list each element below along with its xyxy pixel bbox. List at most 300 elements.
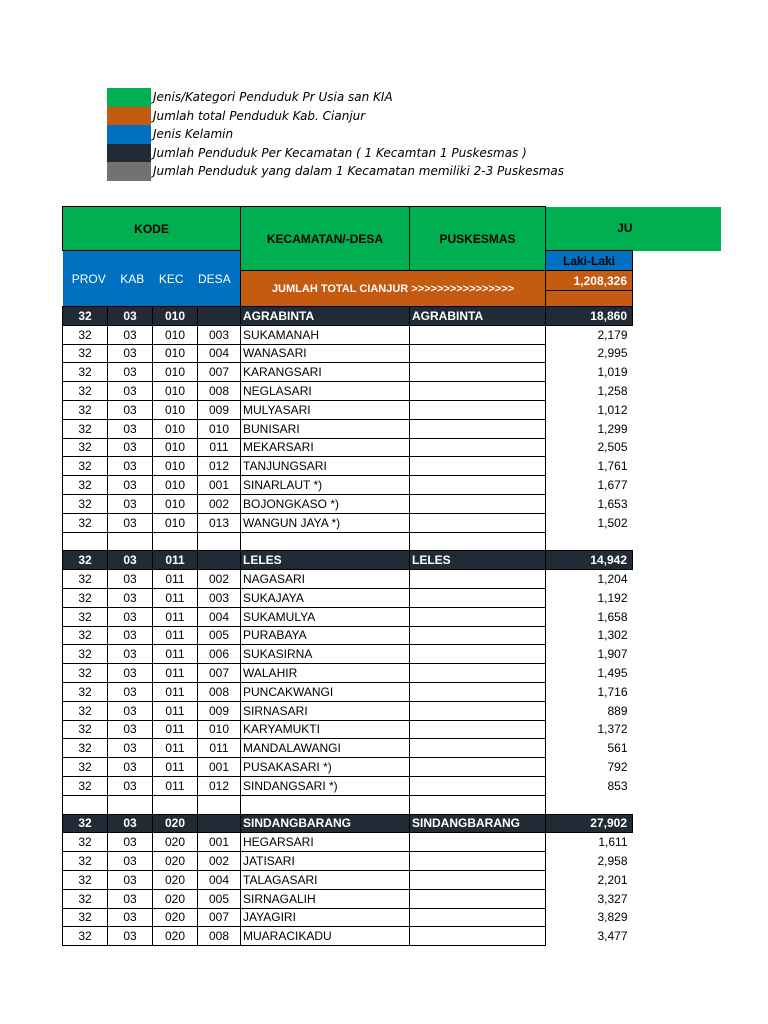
desa-cell: 011 <box>198 438 241 457</box>
desa-row <box>63 758 721 777</box>
kec-cell: 010 <box>153 325 198 344</box>
blank-cell <box>198 795 241 814</box>
desa-name: SIRNASARI <box>241 701 410 720</box>
kec-cell: 011 <box>153 701 198 720</box>
desa-cell: 002 <box>198 852 241 871</box>
kab-cell: 03 <box>108 870 153 889</box>
jumlah-total-value: 1,208,326 <box>546 271 633 291</box>
desa-cell: 002 <box>198 494 241 513</box>
desa-name: TALAGASARI <box>241 870 410 889</box>
kec-cell: 011 <box>153 626 198 645</box>
desa-name: SUKAJAYA <box>241 588 410 607</box>
puskesmas-cell <box>410 325 546 344</box>
laki-laki-value: 853 <box>546 776 633 795</box>
kec-cell: 011 <box>153 570 198 589</box>
legend-item <box>107 144 564 163</box>
laki-laki-value: 1,192 <box>546 588 633 607</box>
kec-cell: 011 <box>153 758 198 777</box>
jumlah-total-label: JUMLAH TOTAL CIANJUR >>>>>>>>>>>>>>>> <box>241 271 546 307</box>
prov-cell: 32 <box>63 513 108 532</box>
puskesmas-name: AGRABINTA <box>410 307 546 326</box>
desa-cell: 004 <box>198 344 241 363</box>
desa-cell: 013 <box>198 513 241 532</box>
jumlah-header: JU <box>546 207 633 251</box>
kab-cell: 03 <box>108 626 153 645</box>
laki-laki-value: 2,179 <box>546 325 633 344</box>
desa-cell: 001 <box>198 758 241 777</box>
desa-name: PURABAYA <box>241 626 410 645</box>
kab-cell: 03 <box>108 570 153 589</box>
desa-cell: 001 <box>198 476 241 495</box>
desa-row <box>63 382 721 401</box>
desa-cell: 011 <box>198 739 241 758</box>
kec-cell: 020 <box>153 870 198 889</box>
kab-cell: 03 <box>108 889 153 908</box>
laki-laki-value: 1,019 <box>546 363 633 382</box>
laki-laki-value: 3,829 <box>546 908 633 927</box>
population-table <box>62 206 721 946</box>
kec-cell: 020 <box>153 852 198 871</box>
blank-cell <box>63 532 108 551</box>
blank-cell <box>241 795 410 814</box>
kecamatan-name: AGRABINTA <box>241 307 410 326</box>
desa-name: SUKASIRNA <box>241 645 410 664</box>
desa-cell: 010 <box>198 419 241 438</box>
desa-row <box>63 344 721 363</box>
puskesmas-cell <box>410 570 546 589</box>
puskesmas-cell <box>410 776 546 795</box>
desa-row <box>63 438 721 457</box>
desa-name: BOJONGKASO *) <box>241 494 410 513</box>
kab-cell: 03 <box>108 664 153 683</box>
prov-cell: 32 <box>63 927 108 946</box>
kecamatan-row <box>63 814 721 833</box>
kode-header: KODE <box>63 207 241 251</box>
kecamatan-desa-header: KECAMATAN/-DESA <box>241 207 410 271</box>
kec-cell: 011 <box>153 682 198 701</box>
laki-laki-value: 14,942 <box>546 551 633 570</box>
desa-name: PUSAKASARI *) <box>241 758 410 777</box>
blank-cell <box>410 795 546 814</box>
prov-cell: 32 <box>63 776 108 795</box>
laki-laki-value: 1,204 <box>546 570 633 589</box>
kab-cell: 03 <box>108 363 153 382</box>
prov-cell: 32 <box>63 438 108 457</box>
kec-cell: 010 <box>153 476 198 495</box>
prov-header: PROV <box>71 271 106 286</box>
kab-cell: 03 <box>108 739 153 758</box>
laki-laki-value: 561 <box>546 739 633 758</box>
laki-laki-value: 1,653 <box>546 494 633 513</box>
prov-cell: 32 <box>63 739 108 758</box>
desa-cell: 001 <box>198 833 241 852</box>
desa-row <box>63 400 721 419</box>
laki-laki-value: 1,372 <box>546 720 633 739</box>
desa-cell: 003 <box>198 325 241 344</box>
desa-cell: 008 <box>198 927 241 946</box>
kab-header: KAB <box>120 271 145 286</box>
legend-swatch <box>107 88 151 107</box>
blank-cell <box>153 795 198 814</box>
desa-row <box>63 645 721 664</box>
puskesmas-cell <box>410 889 546 908</box>
puskesmas-cell <box>410 382 546 401</box>
puskesmas-cell <box>410 513 546 532</box>
kec-cell: 010 <box>153 382 198 401</box>
kec-cell: 011 <box>153 588 198 607</box>
desa-name: SIRNAGALIH <box>241 889 410 908</box>
kab-cell: 03 <box>108 307 153 326</box>
desa-name: JATISARI <box>241 852 410 871</box>
desa-name: SINARLAUT *) <box>241 476 410 495</box>
kab-cell: 03 <box>108 551 153 570</box>
desa-cell: 009 <box>198 400 241 419</box>
laki-laki-value: 3,477 <box>546 927 633 946</box>
desa-name: WALAHIR <box>241 664 410 683</box>
kab-cell: 03 <box>108 494 153 513</box>
kec-cell: 010 <box>153 344 198 363</box>
prov-cell: 32 <box>63 494 108 513</box>
blank-cell <box>546 532 633 551</box>
prov-cell: 32 <box>63 325 108 344</box>
kecamatan-row <box>63 307 721 326</box>
legend-swatch <box>107 162 151 181</box>
laki-laki-value: 889 <box>546 701 633 720</box>
legend-swatch <box>107 125 151 144</box>
laki-laki-value: 792 <box>546 758 633 777</box>
laki-laki-value: 1,716 <box>546 682 633 701</box>
kec-cell: 010 <box>153 457 198 476</box>
legend-label: Jenis Kelamin <box>153 127 234 142</box>
puskesmas-cell <box>410 476 546 495</box>
desa-cell: 010 <box>198 720 241 739</box>
kec-cell: 011 <box>153 664 198 683</box>
kecamatan-name: SINDANGBARANG <box>241 814 410 833</box>
desa-row <box>63 870 721 889</box>
puskesmas-cell <box>410 833 546 852</box>
kab-cell: 03 <box>108 927 153 946</box>
desa-name: TANJUNGSARI <box>241 457 410 476</box>
laki-laki-header: Laki-Laki <box>546 251 633 271</box>
kec-cell: 010 <box>153 494 198 513</box>
desa-cell: 006 <box>198 645 241 664</box>
desa-cell <box>198 814 241 833</box>
laki-laki-value: 2,995 <box>546 344 633 363</box>
desa-name: SUKAMULYA <box>241 607 410 626</box>
prov-cell: 32 <box>63 607 108 626</box>
kab-cell: 03 <box>108 776 153 795</box>
puskesmas-cell <box>410 739 546 758</box>
puskesmas-cell <box>410 344 546 363</box>
prov-cell: 32 <box>63 570 108 589</box>
desa-row <box>63 776 721 795</box>
puskesmas-cell <box>410 607 546 626</box>
laki-laki-value: 1,302 <box>546 626 633 645</box>
kab-cell: 03 <box>108 607 153 626</box>
desa-name: JAYAGIRI <box>241 908 410 927</box>
desa-row <box>63 476 721 495</box>
kec-cell: 020 <box>153 814 198 833</box>
blank-cell <box>546 795 633 814</box>
prov-cell: 32 <box>63 720 108 739</box>
prov-cell: 32 <box>63 344 108 363</box>
desa-name: MULYASARI <box>241 400 410 419</box>
prov-cell: 32 <box>63 814 108 833</box>
kab-cell: 03 <box>108 682 153 701</box>
prov-cell: 32 <box>63 645 108 664</box>
desa-header: DESA <box>198 271 231 286</box>
prov-cell: 32 <box>63 870 108 889</box>
kab-cell: 03 <box>108 513 153 532</box>
desa-name: NAGASARI <box>241 570 410 589</box>
kab-cell: 03 <box>108 400 153 419</box>
desa-cell: 004 <box>198 870 241 889</box>
prov-cell: 32 <box>63 551 108 570</box>
kec-header: KEC <box>158 271 184 286</box>
desa-row <box>63 682 721 701</box>
kab-cell: 03 <box>108 701 153 720</box>
desa-cell: 004 <box>198 607 241 626</box>
laki-laki-value: 1,677 <box>546 476 633 495</box>
desa-name: KARYAMUKTI <box>241 720 410 739</box>
desa-cell: 012 <box>198 776 241 795</box>
prov-cell: 32 <box>63 382 108 401</box>
kec-cell: 010 <box>153 513 198 532</box>
desa-cell: 002 <box>198 570 241 589</box>
prov-cell: 32 <box>63 682 108 701</box>
desa-row <box>63 457 721 476</box>
desa-row <box>63 664 721 683</box>
kec-cell: 010 <box>153 419 198 438</box>
desa-cell <box>198 307 241 326</box>
kab-cell: 03 <box>108 852 153 871</box>
desa-row <box>63 513 721 532</box>
desa-name: NEGLASARI <box>241 382 410 401</box>
laki-laki-value: 1,502 <box>546 513 633 532</box>
laki-laki-value: 1,611 <box>546 833 633 852</box>
puskesmas-cell <box>410 588 546 607</box>
puskesmas-cell <box>410 363 546 382</box>
desa-name: MUARACIKADU <box>241 927 410 946</box>
legend-item <box>107 107 564 126</box>
desa-name: MEKARSARI <box>241 438 410 457</box>
kab-cell: 03 <box>108 908 153 927</box>
puskesmas-cell <box>410 438 546 457</box>
puskesmas-name: SINDANGBARANG <box>410 814 546 833</box>
desa-row <box>63 363 721 382</box>
kab-cell: 03 <box>108 419 153 438</box>
legend-label: Jumlah Penduduk yang dalam 1 Kecamatan memiliki 2-3 Puskesmas <box>153 164 565 179</box>
desa-cell <box>198 551 241 570</box>
blank-cell <box>241 532 410 551</box>
legend-swatch <box>107 107 151 126</box>
desa-row <box>63 720 721 739</box>
desa-name: KARANGSARI <box>241 363 410 382</box>
prov-cell: 32 <box>63 307 108 326</box>
desa-cell: 003 <box>198 588 241 607</box>
kab-cell: 03 <box>108 382 153 401</box>
prov-cell: 32 <box>63 833 108 852</box>
kec-cell: 011 <box>153 776 198 795</box>
kec-cell: 011 <box>153 645 198 664</box>
desa-row <box>63 419 721 438</box>
desa-cell: 008 <box>198 682 241 701</box>
desa-cell: 005 <box>198 626 241 645</box>
desa-cell: 007 <box>198 908 241 927</box>
jumlah-total-spacer <box>546 291 633 307</box>
desa-row <box>63 325 721 344</box>
kab-cell: 03 <box>108 325 153 344</box>
desa-row <box>63 927 721 946</box>
desa-cell: 005 <box>198 889 241 908</box>
kecamatan-row <box>63 551 721 570</box>
puskesmas-cell <box>410 852 546 871</box>
desa-name: SINDANGSARI *) <box>241 776 410 795</box>
kec-cell: 011 <box>153 720 198 739</box>
legend-item <box>107 88 564 107</box>
puskesmas-cell <box>410 758 546 777</box>
kab-cell: 03 <box>108 457 153 476</box>
kab-cell: 03 <box>108 476 153 495</box>
desa-row <box>63 626 721 645</box>
prov-cell: 32 <box>63 852 108 871</box>
desa-row <box>63 889 721 908</box>
puskesmas-cell <box>410 682 546 701</box>
laki-laki-value: 1,907 <box>546 645 633 664</box>
blank-cell <box>198 532 241 551</box>
kec-cell: 011 <box>153 551 198 570</box>
puskesmas-cell <box>410 626 546 645</box>
prov-cell: 32 <box>63 758 108 777</box>
laki-laki-value: 1,012 <box>546 400 633 419</box>
blank-row <box>63 795 721 814</box>
kec-cell: 010 <box>153 438 198 457</box>
prov-cell: 32 <box>63 889 108 908</box>
desa-row <box>63 494 721 513</box>
puskesmas-header: PUSKESMAS <box>410 207 546 271</box>
legend-item <box>107 125 564 144</box>
prov-cell: 32 <box>63 588 108 607</box>
desa-row <box>63 588 721 607</box>
kode-subheader <box>63 251 241 307</box>
puskesmas-cell <box>410 908 546 927</box>
desa-cell: 009 <box>198 701 241 720</box>
puskesmas-cell <box>410 870 546 889</box>
desa-cell: 007 <box>198 363 241 382</box>
laki-laki-value: 1,258 <box>546 382 633 401</box>
desa-row <box>63 570 721 589</box>
puskesmas-cell <box>410 720 546 739</box>
legend-label: Jenis/Kategori Penduduk Pr Usia san KIA <box>153 90 393 105</box>
laki-laki-value: 2,201 <box>546 870 633 889</box>
kec-cell: 010 <box>153 307 198 326</box>
kab-cell: 03 <box>108 588 153 607</box>
desa-name: SUKAMANAH <box>241 325 410 344</box>
puskesmas-cell <box>410 457 546 476</box>
puskesmas-cell <box>410 664 546 683</box>
kec-cell: 020 <box>153 908 198 927</box>
laki-laki-value: 27,902 <box>546 814 633 833</box>
kab-cell: 03 <box>108 720 153 739</box>
kab-cell: 03 <box>108 645 153 664</box>
blank-cell <box>410 532 546 551</box>
prov-cell: 32 <box>63 476 108 495</box>
kec-cell: 020 <box>153 889 198 908</box>
desa-name: PUNCAKWANGI <box>241 682 410 701</box>
prov-cell: 32 <box>63 701 108 720</box>
prov-cell: 32 <box>63 419 108 438</box>
desa-name: MANDALAWANGI <box>241 739 410 758</box>
desa-name: WANGUN JAYA *) <box>241 513 410 532</box>
desa-cell: 012 <box>198 457 241 476</box>
kab-cell: 03 <box>108 833 153 852</box>
laki-laki-value: 2,958 <box>546 852 633 871</box>
kab-cell: 03 <box>108 814 153 833</box>
laki-laki-value: 18,860 <box>546 307 633 326</box>
legend-item <box>107 162 564 181</box>
prov-cell: 32 <box>63 400 108 419</box>
desa-name: HEGARSARI <box>241 833 410 852</box>
desa-cell: 008 <box>198 382 241 401</box>
puskesmas-cell <box>410 494 546 513</box>
prov-cell: 32 <box>63 457 108 476</box>
kec-cell: 010 <box>153 400 198 419</box>
legend-label: Jumlah Penduduk Per Kecamatan ( 1 Kecamtan 1 Puskesmas ) <box>153 145 527 160</box>
desa-name: BUNISARI <box>241 419 410 438</box>
puskesmas-name: LELES <box>410 551 546 570</box>
prov-cell: 32 <box>63 626 108 645</box>
blank-cell <box>108 795 153 814</box>
prov-cell: 32 <box>63 908 108 927</box>
kec-cell: 020 <box>153 833 198 852</box>
desa-row <box>63 908 721 927</box>
laki-laki-value: 1,299 <box>546 419 633 438</box>
desa-cell: 007 <box>198 664 241 683</box>
desa-row <box>63 607 721 626</box>
puskesmas-cell <box>410 645 546 664</box>
blank-row <box>63 532 721 551</box>
kab-cell: 03 <box>108 758 153 777</box>
blank-cell <box>153 532 198 551</box>
kec-cell: 011 <box>153 739 198 758</box>
desa-row <box>63 852 721 871</box>
kec-cell: 010 <box>153 363 198 382</box>
laki-laki-value: 3,327 <box>546 889 633 908</box>
legend-label: Jumlah total Penduduk Kab. Cianjur <box>153 108 366 123</box>
legend <box>107 88 564 181</box>
prov-cell: 32 <box>63 363 108 382</box>
kec-cell: 020 <box>153 927 198 946</box>
kab-cell: 03 <box>108 344 153 363</box>
desa-row <box>63 739 721 758</box>
laki-laki-value: 2,505 <box>546 438 633 457</box>
desa-row <box>63 701 721 720</box>
jumlah-header-ext <box>633 207 721 251</box>
prov-cell: 32 <box>63 664 108 683</box>
desa-name: WANASARI <box>241 344 410 363</box>
kec-cell: 011 <box>153 607 198 626</box>
puskesmas-cell <box>410 927 546 946</box>
laki-laki-value: 1,495 <box>546 664 633 683</box>
laki-laki-value: 1,658 <box>546 607 633 626</box>
puskesmas-cell <box>410 701 546 720</box>
kab-cell: 03 <box>108 438 153 457</box>
blank-cell <box>108 532 153 551</box>
laki-laki-value: 1,761 <box>546 457 633 476</box>
legend-swatch <box>107 144 151 163</box>
puskesmas-cell <box>410 400 546 419</box>
puskesmas-cell <box>410 419 546 438</box>
